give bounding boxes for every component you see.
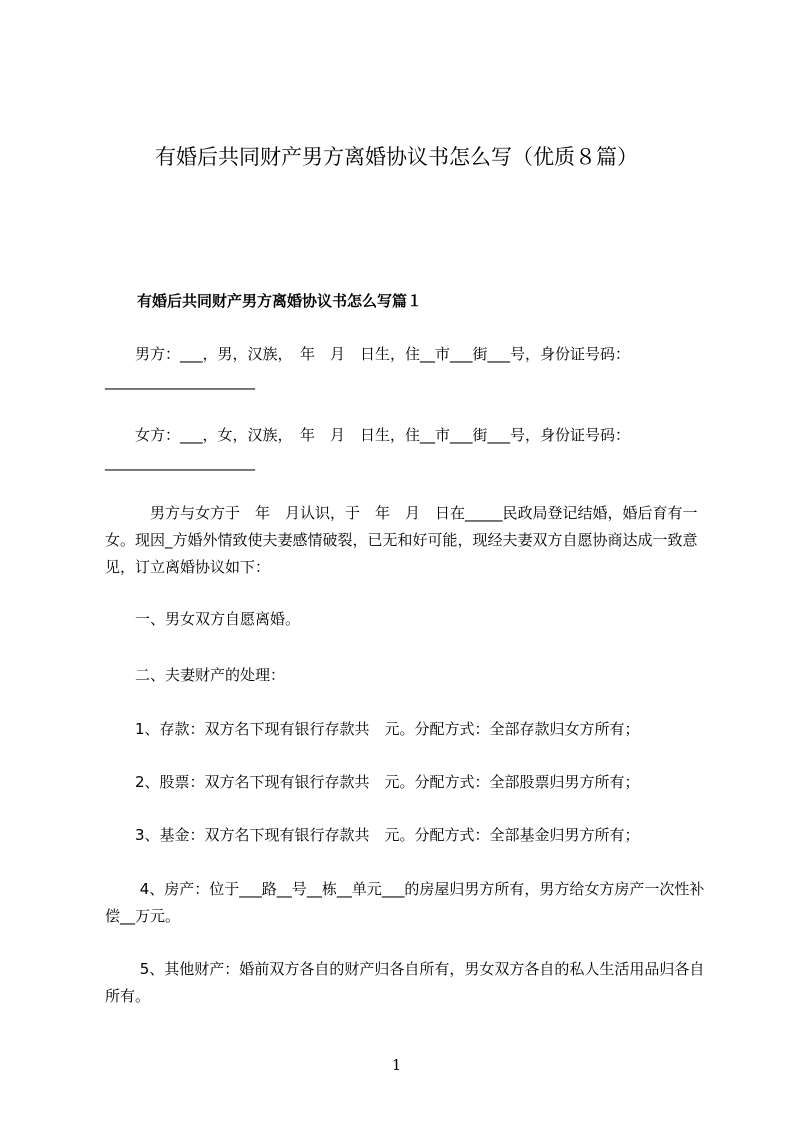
page-number: 1: [391, 1056, 402, 1074]
paragraph-other-assets: 5、其他财产：婚前双方各自的财产归各自所有，男女双方各自的私人生活用品归各自所有。: [105, 960, 705, 1005]
paragraph-deposit: 1、存款：双方名下现有银行存款共 元。分配方式：全部存款归女方所有；: [105, 720, 640, 738]
paragraph-stocks: 2、股票：双方名下现有银行存款共 元。分配方式：全部股票归男方所有；: [105, 773, 640, 791]
paragraph-background: 男方与女方于 年 月认识，于 年 月 日在_____民政局登记结婚，婚后育有一女。现因_方婚外情致使夫妻感情破裂，已无和好可能，现经夫妻双方自愿协商达成一致意见，订立离婚协议如下：: [105, 504, 698, 576]
document-title: 有婚后共同财产男方离婚协议书怎么写（优质８篇）: [155, 145, 638, 169]
section-heading: 有婚后共同财产男方离婚协议书怎么写篇１: [137, 292, 423, 310]
paragraph-clause-1: 一、男女双方自愿离婚。: [105, 610, 301, 628]
paragraph-wife-info: 女方：___，女，汉族， 年 月 日生，住__市___街___号，身份证号码：____________________: [105, 426, 631, 471]
paragraph-funds: 3、基金：双方名下现有银行存款共 元。分配方式：全部基金归男方所有；: [105, 826, 640, 844]
paragraph-clause-2: 二、夫妻财产的处理：: [105, 666, 286, 684]
paragraph-husband-info: 男方：___，男，汉族， 年 月 日生，住__市___街___号，身份证号码：____________________: [105, 345, 631, 390]
paragraph-property: 4、房产：位于___路__号__栋__单元___的房屋归男方所有，男方给女方房产一次性补偿__万元。: [105, 880, 705, 925]
